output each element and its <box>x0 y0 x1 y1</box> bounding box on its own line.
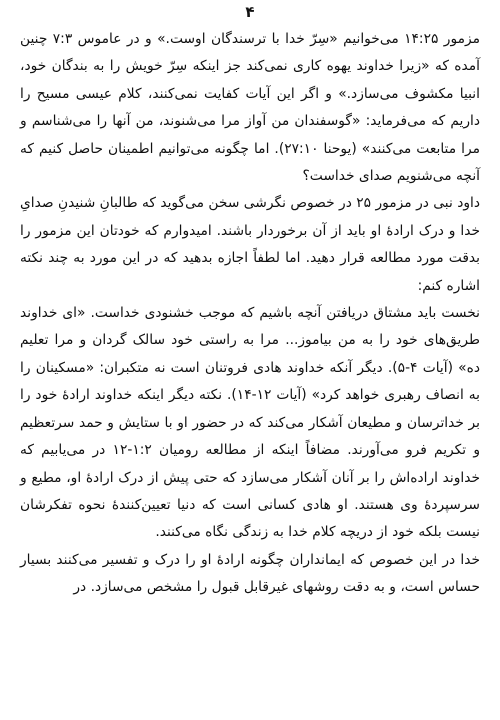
page-number: ۴ <box>245 3 255 21</box>
paragraph-4: خدا در این خصوص که ایمانداران چگونه ارادهٔ او را درک و تفسیر می‌کنند بسیار حساس است، و به دقت روشهای غیرقابل قبول را مشخص می‌سازد. در <box>20 551 480 596</box>
paragraph-2: داود نبی در مزمور ۲۵ در خصوص نگرشی سخن می‌گوید که طالبانِ شنیدنِ صدایِ خدا و درک ارادهٔ او باید از آن برخوردار باشند. امیدوارم که خودتان این مزمور را بدقت مورد مطالعه قرار دهید. اما لطفاً اجازه بدهید که در این مورد به چند نکته اشاره کنم: <box>20 195 480 294</box>
paragraph-3: نخست باید مشتاق دریافتن آنچه باشیم که موجب خشنودی خداست. «ای خداوند طریق‌های خود را به من بیاموز... مرا به راستی خود سالک گردان و مرا تعلیم ده» (آیات ۴-۵). دیگر آنکه خداوند هادی فروتنان است نه متکبران: «مسکینان را به انصاف رهبری خواهد کرد» (آیات ۱۲-۱۴). نکته دیگر اینکه خداوند ارادهٔ خود را بر خداترسان و مطیعان آشکار می‌کند که در حضور او با ستایش و حمد سرتعظیم و تکریم فرو می‌آورند. مضافاً اینکه از مطالعه رومیان ۱:۲-۱۲ در می‌یابیم که خداوند اراده‌اش را بر آنان آشکار می‌سازد که حتی پیش از درک ارادهٔ او، مطیع و سرسپردهٔ وی هستند. او هادی کسانی است که دنیا تعیین‌کنندهٔ نحوه تفکرشان نیست بلکه خود از دریچه کلام خدا به زندگی نگاه می‌کنند. <box>20 305 480 541</box>
body-text <box>20 26 480 602</box>
paragraph-1: مزمور ۱۴:۲۵ می‌خوانیم «سِرّ خدا با ترسندگان اوست.» و در عاموس ۷:۳ چنین آمده که «زیرا خداوند یهوه کاری نمی‌کند جز اینکه سِرّ خویش را به بندگان خود، انبیا مکشوف می‌سازد.» و اگر این آیات کفایت نمی‌کنند، کلام عیسی مسیح را داریم که می‌فرماید: «گوسفندان من آواز مرا می‌شنوند، من آنها را می‌شناسم و مرا متابعت می‌کنند» (یوحنا ۲۷:۱۰). اما چگونه می‌توانیم اطمینان حاصل کنیم که آنچه می‌شنویم صدای خداست؟ <box>20 31 480 185</box>
